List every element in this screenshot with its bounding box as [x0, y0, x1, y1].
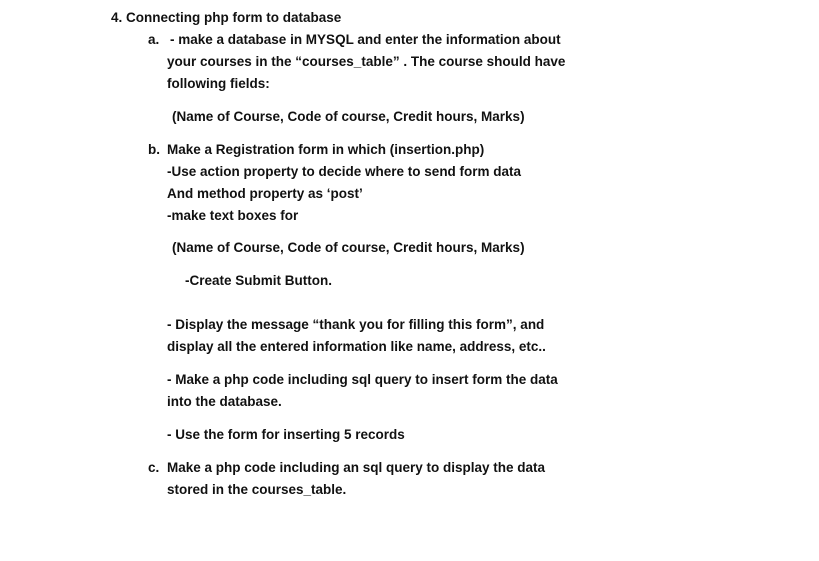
part-b-line-4: -make text boxes for — [167, 208, 299, 223]
part-b-marker: b. — [148, 142, 160, 157]
part-b-line-3: And method property as ‘post’ — [167, 186, 363, 201]
part-b-display-2: display all the entered information like name, address, etc.. — [167, 339, 546, 354]
part-a-line-2: your courses in the “courses_table” . The course should have — [167, 54, 566, 69]
part-b-records: - Use the form for inserting 5 records — [167, 427, 405, 442]
part-a-marker: a. — [148, 32, 160, 47]
part-b-fields: (Name of Course, Code of course, Credit hours, Marks) — [172, 240, 525, 255]
part-a-line-1: - make a database in MYSQL and enter the information about — [170, 32, 561, 47]
part-b-line-2: -Use action property to decide where to send form data — [167, 164, 522, 179]
part-b-submit: -Create Submit Button. — [185, 273, 332, 288]
part-c-marker: c. — [148, 460, 160, 475]
question-heading: 4. Connecting php form to database — [111, 10, 342, 25]
part-a-line-3: following fields: — [167, 76, 270, 91]
part-b-insert-2: into the database. — [167, 394, 282, 409]
part-b-line-1: Make a Registration form in which (insertion.php) — [167, 142, 485, 157]
part-b-insert-1: - Make a php code including sql query to insert form the data — [167, 372, 558, 387]
part-c-line-1: Make a php code including an sql query to display the data — [167, 460, 546, 475]
part-a-fields: (Name of Course, Code of course, Credit hours, Marks) — [172, 109, 525, 124]
part-b-display-1: - Display the message “thank you for filling this form”, and — [167, 317, 545, 332]
part-c-line-2: stored in the courses_table. — [167, 482, 347, 497]
